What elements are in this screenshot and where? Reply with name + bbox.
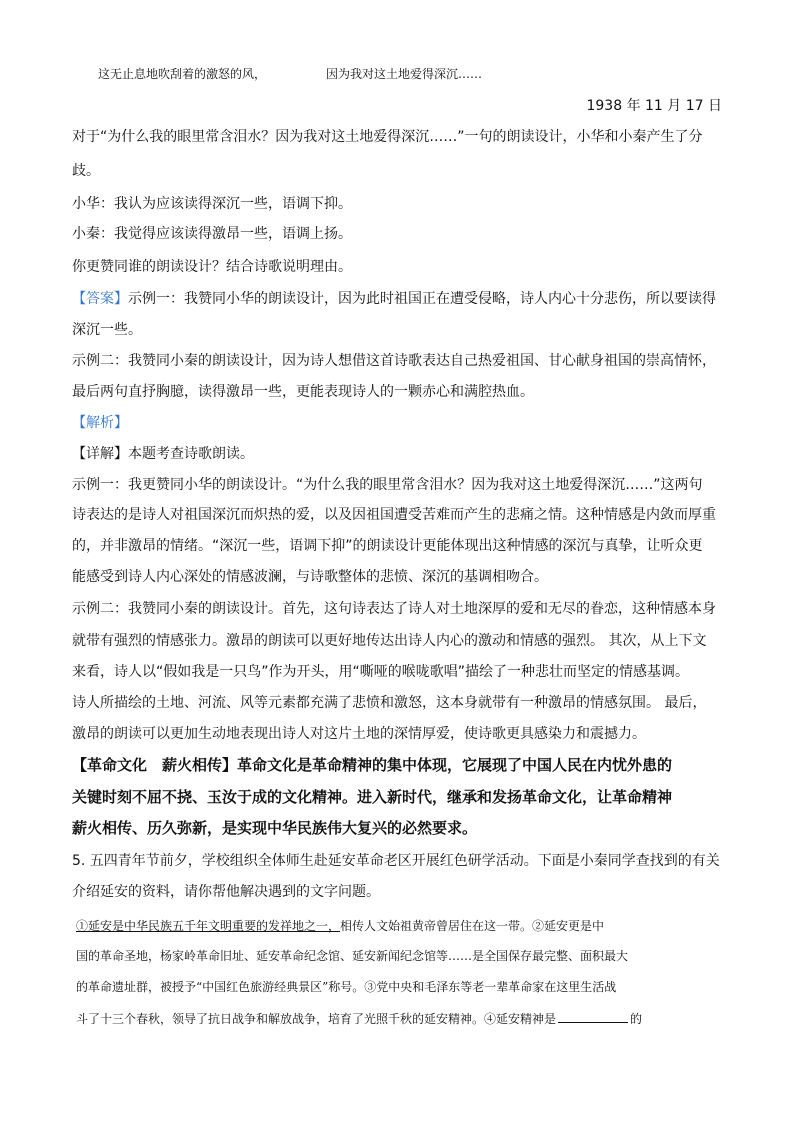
culture-line-3: 薪火相传、历久弥新，是实现中华民族伟大复兴的必然要求。 xyxy=(72,819,478,837)
material-line-1 xyxy=(76,918,718,934)
analysis-detail: 【详解】本题考查诗歌朗读。 xyxy=(72,446,254,462)
answer-example-1-line-2: 深沉一些。 xyxy=(72,322,142,338)
question-5-line-2: 介绍延安的资料，请你帮他解决遇到的文字问题。 xyxy=(72,884,380,900)
analysis-p2-line-4: 诗人所描绘的土地、河流、风等元素都充满了悲愤和激怒，这本身就带有一种激昂的情感氛围。 最后， xyxy=(72,695,707,711)
culture-line-2: 关键时刻不屈不挠、玉汝于成的文化精神。进入新时代，继承和发扬革命文化，让革命精神 xyxy=(72,788,673,806)
analysis-p1-line-1: 示例一：我更赞同小华的朗读设计。“为什么我的眼里常含泪水？因为我对这土地爱得深沉……”这两句 xyxy=(72,477,703,493)
answer-example-1-text: 示例一：我赞同小华的朗读设计，因为此时祖国正在遭受侵略，诗人内心十分悲伤，所以要读得 xyxy=(128,291,716,307)
material-line-3: 的革命遗址群，被授予“中国红色旅游经典景区”称号。③党中央和毛泽东等老一辈革命家在这里生活战 xyxy=(76,980,617,994)
answer-tag: 【答案】 xyxy=(72,291,128,307)
xiaohua-view: 小华：我认为应该读得深沉一些，语调下抑。 xyxy=(72,196,352,212)
fill-in-blank[interactable] xyxy=(558,1010,628,1023)
question-5-line-1: 5. 五四青年节前夕，学校组织全体师生赴延安革命老区开展红色研学活动。下面是小秦同学查找到的有关 xyxy=(72,853,720,869)
material-line-4 xyxy=(76,1010,718,1027)
analysis-p2-line-1: 示例二：我赞同小秦的朗读设计。首先，这句诗表达了诗人对土地深厚的爱和无尽的眷恋，这种情感本身 xyxy=(72,601,716,617)
material-line-4-text: 斗了十三个春秋，领导了抗日战争和解放战争，培育了光照千秋的延安精神。④延安精神是 xyxy=(76,1012,557,1026)
poem-left: 这无止息地吹刮着的激怒的风， xyxy=(98,67,267,81)
material-underlined-sentence: ①延安是中华民族五千年文明重要的发祥地之一， xyxy=(76,919,341,933)
poem-right: 因为我对这土地爱得深沉…… xyxy=(326,67,483,81)
answer-example-1-line-1 xyxy=(72,290,722,308)
material-line-2: 国的革命圣地，杨家岭革命旧址、延安革命纪念馆、延安新闻纪念馆等……是全国保存最完整、面积最大 xyxy=(76,949,629,963)
poem-date: 1938 年 11 月 17 日 xyxy=(586,98,722,114)
analysis-p2-line-2: 就带有强烈的情感张力。激昂的朗读可以更好地传达出诗人内心的激动和情感的强烈。 其次，从上下文 xyxy=(72,633,707,649)
answer-example-2-line-1: 示例二：我赞同小秦的朗读设计，因为诗人想借这首诗歌表达自己热爱祖国、甘心献身祖国的崇高情怀， xyxy=(72,353,716,369)
analysis-tag: 【解析】 xyxy=(72,415,128,431)
material-line-1-rest: 相传人文始祖黄帝曾居住在这一带。②延安更是中 xyxy=(340,919,605,933)
analysis-p1-line-3: 的，并非激昂的情绪。“深沉一些，语调下抑”的朗读设计更能体现出这种情感的深沉与真挚，让听众更 xyxy=(72,538,703,554)
analysis-p1-line-4: 能感受到诗人内心深处的情感波澜，与诗歌整体的悲愤、深沉的基调相吻合。 xyxy=(72,569,548,585)
analysis-p2-line-5: 激昂的朗读可以更加生动地表现出诗人对这片土地的深情厚爱，使诗歌更具感染力和震撼力。 xyxy=(72,726,646,742)
analysis-p2-line-3: 来看，诗人以“假如我是一只鸟”作为开头，用“嘶哑的喉咙歌唱”描绘了一种悲壮而坚定的情感基调。 xyxy=(72,664,690,680)
culture-line-1: 【革命文化 薪火相传】革命文化是革命精神的集中体现，它展现了中国人民在内忧外患的 xyxy=(72,756,673,774)
question-line-2: 歧。 xyxy=(72,163,100,179)
material-line-4-end: 的 xyxy=(630,1012,643,1026)
question-line-1: 对于“为什么我的眼里常含泪水？因为我对这土地爱得深沉……”一句的朗读设计，小华和小秦产生了分 xyxy=(72,129,703,145)
xiaoqin-view: 小秦：我觉得应该读得激昂一些，语调上扬。 xyxy=(72,226,352,242)
answer-example-2-line-2: 最后两句直抒胸臆，读得激昂一些，更能表现诗人的一颗赤心和满腔热血。 xyxy=(72,384,534,400)
question-ask: 你更赞同谁的朗读设计？结合诗歌说明理由。 xyxy=(72,259,352,275)
analysis-p1-line-2: 诗表达的是诗人对祖国深沉而炽热的爱，以及因祖国遭受苦难而产生的悲痛之情。这种情感是内敛而厚重 xyxy=(72,507,716,523)
